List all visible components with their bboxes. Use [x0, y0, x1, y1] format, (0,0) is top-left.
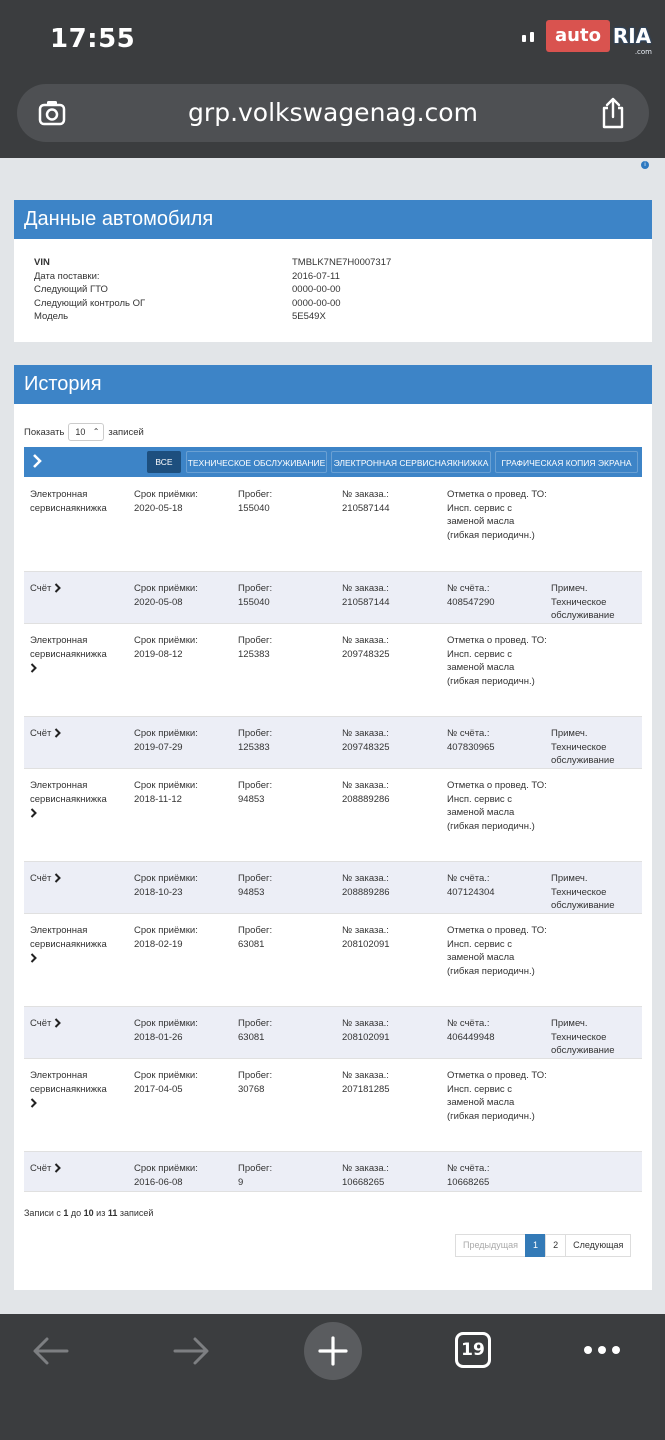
car-data-title: Данные автомобиля — [14, 200, 652, 239]
car-row-vin: VIN TMBLK7NE7H0007317 — [34, 257, 392, 268]
row-mileage: Пробег: 63081 — [238, 1018, 273, 1043]
row-date: Срок приёмки: 2018-10-23 — [134, 873, 198, 898]
row-order: № заказа.: 209748325 — [342, 728, 390, 753]
chevron-right-icon[interactable] — [54, 583, 61, 593]
watermark-logo — [546, 18, 658, 54]
records-info: Записи с 1 до 10 из 11 записей — [24, 1208, 154, 1218]
row-type[interactable]: Счёт — [30, 872, 130, 886]
watermark-ria: RIA — [612, 24, 652, 48]
car-data-list — [34, 257, 634, 325]
row-type[interactable]: Счёт — [30, 727, 130, 741]
chevron-right-icon[interactable] — [54, 1163, 61, 1173]
row-detail: Отметка о провед. ТО: Инсп. сервис с заменой масла (гибкая периодичн.) — [447, 1070, 547, 1122]
row-order: № заказа.: 207181285 — [342, 1070, 390, 1095]
table-row[interactable] — [24, 624, 642, 717]
table-row[interactable] — [24, 862, 642, 914]
row-type[interactable]: Электронная сервиснаякнижка — [30, 489, 107, 514]
row-detail: № счёта.: 407124304 — [447, 873, 495, 898]
page-length-select[interactable]: 10 ⌃ — [68, 423, 104, 441]
row-mileage: Пробег: 9 — [238, 1163, 273, 1188]
chevron-right-icon[interactable] — [30, 663, 37, 673]
show-label: Показать — [24, 426, 65, 438]
row-order: № заказа.: 10668265 — [342, 1163, 389, 1188]
page-length-control — [24, 423, 144, 441]
table-row[interactable] — [24, 1007, 642, 1059]
filter-maintenance[interactable]: ТЕХНИЧЕСКОЕ ОБСЛУЖИВАНИЕ — [186, 451, 327, 473]
row-mileage: Пробег: 155040 — [238, 583, 273, 608]
chevron-updown-icon: ⌃ — [92, 427, 100, 436]
row-order: № заказа.: 208102091 — [342, 1018, 390, 1043]
filter-service-book[interactable]: ЭЛЕКТРОННАЯ СЕРВИСНАЯКНИЖКА — [331, 451, 491, 473]
row-date: Срок приёмки: 2019-08-12 — [134, 635, 198, 660]
row-mileage: Пробег: 155040 — [238, 489, 273, 514]
pager-page-1[interactable]: 1 — [525, 1234, 546, 1257]
chevron-right-icon[interactable] — [30, 1098, 37, 1108]
table-row[interactable] — [24, 1059, 642, 1152]
car-row-delivery: Дата поставки: 2016-07-11 — [34, 270, 340, 282]
more-icon[interactable] — [582, 1344, 622, 1356]
row-date: Срок приёмки: 2016-06-08 — [134, 1163, 198, 1188]
table-row[interactable] — [24, 914, 642, 1007]
table-row[interactable] — [24, 717, 642, 769]
tabs-icon[interactable]: 19 — [455, 1332, 491, 1368]
pagination — [456, 1234, 631, 1257]
chevron-right-icon[interactable] — [54, 728, 61, 738]
row-order: № заказа.: 210587144 — [342, 583, 390, 608]
row-mileage: Пробег: 94853 — [238, 873, 273, 898]
row-type[interactable]: Счёт — [30, 1017, 130, 1031]
row-type[interactable]: Счёт — [30, 1162, 130, 1176]
address-bar[interactable] — [17, 84, 649, 142]
row-type[interactable]: Счёт — [30, 582, 130, 596]
row-type[interactable]: Электронная сервиснаякнижка — [30, 634, 130, 673]
row-type[interactable]: Электронная сервиснаякнижка — [30, 779, 130, 818]
row-type[interactable]: Электронная сервиснаякнижка — [30, 924, 130, 963]
watermark-auto: auto — [546, 20, 610, 52]
pager-next[interactable]: Следующая — [565, 1234, 631, 1257]
row-date: Срок приёмки: 2017-04-05 — [134, 1070, 198, 1095]
row-date: Срок приёмки: 2018-02-19 — [134, 925, 198, 950]
status-time: 17:55 — [50, 24, 136, 54]
row-date: Срок приёмки: 2018-01-26 — [134, 1018, 198, 1043]
car-row-next-gto: Следующий ГТО 0000-00-00 — [34, 284, 341, 295]
row-order: № заказа.: 210587144 — [342, 489, 390, 514]
share-icon[interactable] — [599, 96, 627, 130]
browser-bottom-bar — [0, 1314, 665, 1440]
info-icon[interactable]: i — [641, 161, 649, 169]
new-tab-button[interactable] — [304, 1322, 362, 1380]
table-row[interactable] — [24, 1152, 642, 1192]
row-note: Примеч. Техническое обслуживание — [551, 583, 615, 621]
row-detail: № счёта.: 406449948 — [447, 1018, 495, 1043]
signal-icon — [522, 32, 534, 42]
records-label: записей — [108, 426, 144, 438]
filter-bar — [24, 447, 642, 477]
row-date: Срок приёмки: 2020-05-18 — [134, 489, 198, 514]
chevron-right-icon[interactable] — [30, 808, 37, 818]
row-note: Примеч. Техническое обслуживание — [551, 1018, 615, 1056]
car-row-next-og: Следующий контроль ОГ 0000-00-00 — [34, 297, 341, 309]
car-data-panel — [14, 200, 652, 342]
filter-screen-copy[interactable]: ГРАФИЧЕСКАЯ КОПИЯ ЭКРАНА — [495, 451, 638, 473]
row-detail: Отметка о провед. ТО: Инсп. сервис с заменой масла (гибкая периодичн.) — [447, 635, 547, 687]
row-detail: № счёта.: 407830965 — [447, 728, 495, 753]
row-detail: Отметка о провед. ТО: Инсп. сервис с заменой масла (гибкая периодичн.) — [447, 925, 547, 977]
table-row[interactable] — [24, 769, 642, 862]
table-row[interactable] — [24, 572, 642, 624]
row-detail: Отметка о провед. ТО: Инсп. сервис с заменой масла (гибкая периодичн.) — [447, 489, 547, 541]
plus-icon — [318, 1336, 348, 1366]
chevron-right-icon[interactable] — [54, 1018, 61, 1028]
row-mileage: Пробег: 94853 — [238, 780, 273, 805]
pager-previous[interactable]: Предыдущая — [455, 1234, 526, 1257]
row-mileage: Пробег: 125383 — [238, 728, 273, 753]
browser-top-bar — [0, 0, 665, 158]
row-note: Примеч. Техническое обслуживание — [551, 728, 615, 766]
pager-page-2[interactable]: 2 — [545, 1234, 566, 1257]
row-order: № заказа.: 208102091 — [342, 925, 390, 950]
row-order: № заказа.: 209748325 — [342, 635, 390, 660]
filter-all[interactable]: ВСЕ — [147, 451, 181, 473]
watermark-suffix: .com — [634, 48, 652, 56]
table-row[interactable] — [24, 478, 642, 572]
chevron-right-icon[interactable] — [54, 873, 61, 883]
row-date: Срок приёмки: 2020-05-08 — [134, 583, 198, 608]
history-panel — [14, 365, 652, 1290]
row-detail: Отметка о провед. ТО: Инсп. сервис с заменой масла (гибкая периодичн.) — [447, 780, 547, 832]
chevron-right-icon[interactable] — [30, 953, 37, 963]
row-type[interactable]: Электронная сервиснаякнижка — [30, 1069, 130, 1108]
row-date: Срок приёмки: 2019-07-29 — [134, 728, 198, 753]
row-mileage: Пробег: 125383 — [238, 635, 273, 660]
chevron-right-icon[interactable] — [32, 454, 42, 468]
row-mileage: Пробег: 30768 — [238, 1070, 273, 1095]
row-order: № заказа.: 208889286 — [342, 780, 390, 805]
url-text[interactable]: grp.volkswagenag.com — [188, 98, 478, 127]
row-mileage: Пробег: 63081 — [238, 925, 273, 950]
row-note: Примеч. Техническое обслуживание — [551, 873, 615, 911]
forward-arrow-icon[interactable] — [172, 1336, 210, 1366]
row-detail: № счёта.: 10668265 — [447, 1163, 490, 1188]
history-title: История — [14, 365, 652, 404]
car-row-model: Модель 5E549X — [34, 311, 326, 322]
back-arrow-icon[interactable] — [32, 1336, 70, 1366]
row-date: Срок приёмки: 2018-11-12 — [134, 780, 198, 805]
row-order: № заказа.: 208889286 — [342, 873, 390, 898]
row-detail: № счёта.: 408547290 — [447, 583, 495, 608]
